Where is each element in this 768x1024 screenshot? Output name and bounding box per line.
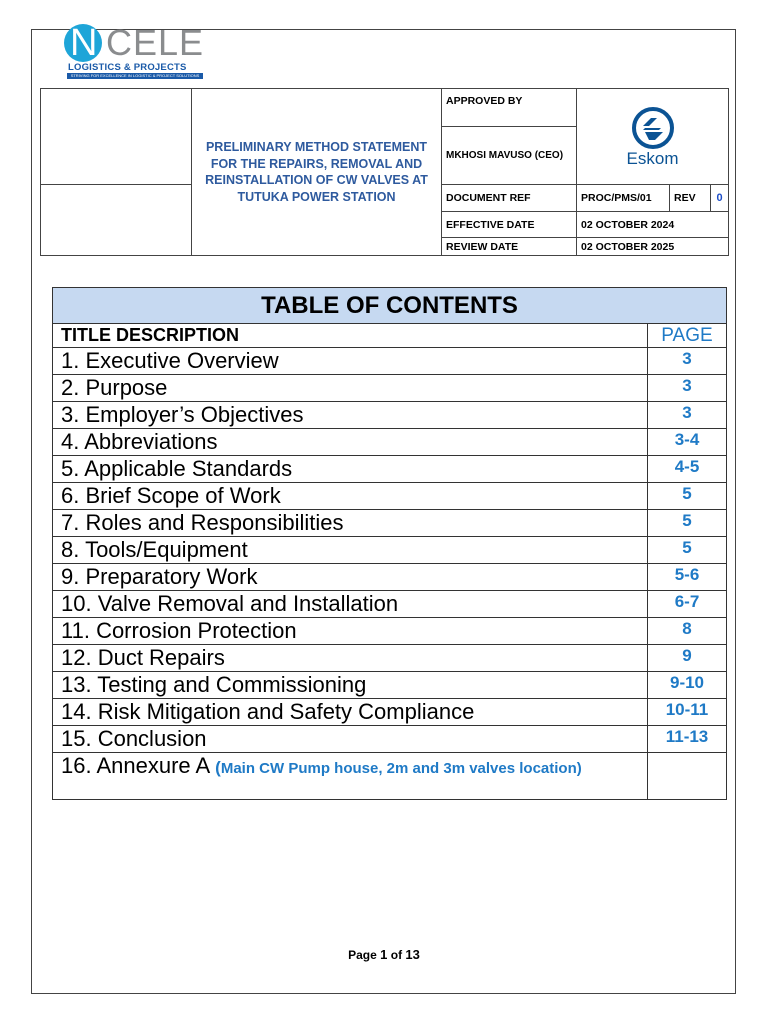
review-date-label: REVIEW DATE (442, 238, 577, 256)
toc-column-title: TITLE DESCRIPTION (53, 324, 648, 348)
logo-letter: N (70, 22, 98, 64)
toc-item-annex-paren: ( (215, 758, 221, 777)
toc-row (53, 348, 727, 375)
header-blank-bottom (41, 185, 192, 256)
toc-row (53, 429, 727, 456)
rev-value: 0 (711, 185, 729, 212)
toc-item-page: 5 (648, 483, 727, 510)
toc-item-page: 3 (648, 375, 727, 402)
toc-item-page: 5 (648, 510, 727, 537)
toc-row (53, 726, 727, 753)
toc-row (53, 402, 727, 429)
toc-item-page: 3-4 (648, 429, 727, 456)
logo-mark (62, 22, 204, 64)
toc-item-title[interactable]: 7. Roles and Responsibilities (53, 510, 648, 537)
toc-row (53, 456, 727, 483)
toc-row (53, 672, 727, 699)
toc-row (53, 510, 727, 537)
toc-row (53, 564, 727, 591)
approver-name: MKHOSI MAVUSO (CEO) (442, 127, 577, 185)
effective-date-label: EFFECTIVE DATE (442, 212, 577, 238)
toc-item-title[interactable]: 9. Preparatory Work (53, 564, 648, 591)
toc-item-title[interactable]: 14. Risk Mitigation and Safety Compliance (53, 699, 648, 726)
toc-item-page: 5 (648, 537, 727, 564)
toc-title: TABLE OF CONTENTS (53, 288, 727, 324)
table-of-contents (52, 287, 727, 800)
toc-item-page: 11-13 (648, 726, 727, 753)
toc-row (53, 645, 727, 672)
eskom-logo (577, 89, 729, 185)
logo-subtitle: LOGISTICS & PROJECTS (68, 62, 187, 73)
header-blank-top (41, 89, 192, 185)
toc-item-title[interactable]: 12. Duct Repairs (53, 645, 648, 672)
footer-current-page: 1 (380, 947, 388, 962)
toc-item-page: 8 (648, 618, 727, 645)
footer-page-word: Page (348, 948, 377, 962)
document-ref-label: DOCUMENT REF (442, 185, 577, 212)
review-date-value: 02 OCTOBER 2025 (577, 238, 729, 256)
toc-item-page: 10-11 (648, 699, 727, 726)
toc-item-page: 9 (648, 645, 727, 672)
toc-item-title[interactable]: 3. Employer’s Objectives (53, 402, 648, 429)
toc-row (53, 537, 727, 564)
toc-item-page: 3 (648, 348, 727, 375)
toc-item-title[interactable]: 15. Conclusion (53, 726, 648, 753)
effective-date-value: 02 OCTOBER 2024 (577, 212, 729, 238)
toc-row (53, 699, 727, 726)
document-title: PRELIMINARY METHOD STATEMENT FOR THE REPAIRS, REMOVAL AND REINSTALLATION OF CW VALVES AT TUTUKA POWER STATION (192, 89, 442, 256)
eskom-wordmark: Eskom (626, 148, 679, 168)
toc-item-page: 9-10 (648, 672, 727, 699)
toc-item-title[interactable]: 10. Valve Removal and Installation (53, 591, 648, 618)
document-ref-value: PROC/PMS/01 (577, 185, 670, 212)
toc-items (53, 348, 727, 753)
ncele-logo (62, 22, 204, 80)
toc-item-page: 4-5 (648, 456, 727, 483)
toc-item-page: 3 (648, 402, 727, 429)
toc-item-title[interactable]: 8. Tools/Equipment (53, 537, 648, 564)
document-header-table (40, 88, 729, 256)
toc-item-title[interactable]: 11. Corrosion Protection (53, 618, 648, 645)
toc-item-page: 6-7 (648, 591, 727, 618)
toc-item-title[interactable]: 1. Executive Overview (53, 348, 648, 375)
logo-name: CELE (106, 22, 205, 63)
toc-item-annex-note: Main CW Pump house, 2m and 3m valves location) (220, 760, 582, 777)
toc-item-annex-title: 16. Annexure A (61, 753, 210, 778)
approved-by-label: APPROVED BY (442, 89, 577, 127)
footer-of-word: of (390, 948, 403, 962)
footer-total-pages: 13 (405, 947, 420, 962)
toc-item-page: 5-6 (648, 564, 727, 591)
toc-item-title[interactable]: 13. Testing and Commissioning (53, 672, 648, 699)
rev-label: REV (670, 185, 711, 212)
toc-row (53, 375, 727, 402)
toc-row (53, 591, 727, 618)
toc-row (53, 483, 727, 510)
toc-item-title[interactable]: 5. Applicable Standards (53, 456, 648, 483)
page-footer (0, 947, 768, 962)
logo-tagline: STRIVING FOR EXCELLENCE IN LOGISTIC & PROJECT SOLUTIONS (67, 73, 203, 79)
toc-row (53, 618, 727, 645)
toc-item-annex[interactable] (53, 753, 648, 800)
toc-item-title[interactable]: 2. Purpose (53, 375, 648, 402)
toc-column-page: PAGE (648, 324, 727, 348)
toc-item-title[interactable]: 6. Brief Scope of Work (53, 483, 648, 510)
eskom-icon (629, 106, 677, 150)
toc-item-annex-page (648, 753, 727, 800)
toc-item-title[interactable]: 4. Abbreviations (53, 429, 648, 456)
